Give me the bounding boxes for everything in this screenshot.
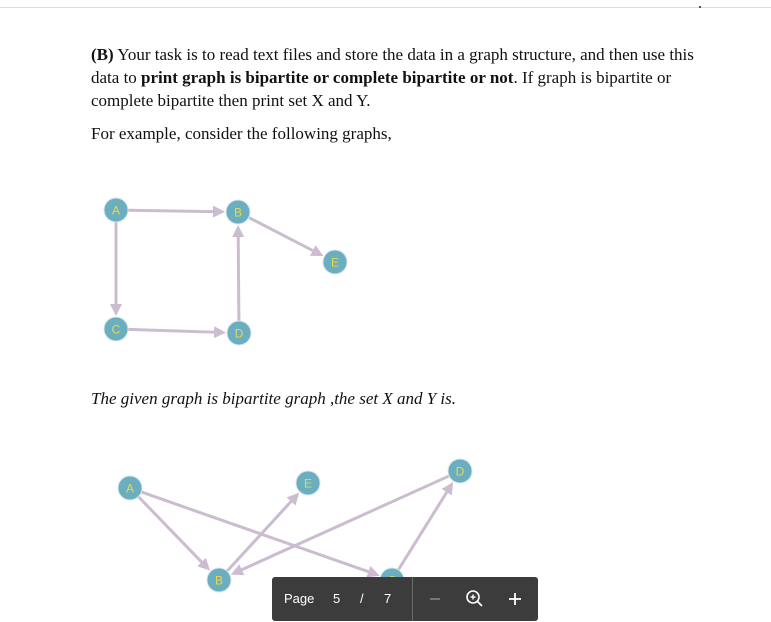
graph1-edge-B-E: [249, 217, 313, 250]
task-text-a: Your task is to read text files and store the data in a graph structure, and then use this data to: [91, 45, 694, 87]
graph1-node-label-C: C: [111, 322, 121, 337]
page-separator: /: [360, 591, 364, 606]
graph1-edge-A-B: [128, 210, 213, 211]
graph1-arrowhead-D-B: [232, 225, 244, 237]
graph1-node-C: [104, 317, 128, 341]
graph1-edge-C-D: [128, 329, 214, 332]
graph1-arrowhead-C-D: [214, 326, 226, 338]
graph1-node-D: [227, 321, 251, 345]
graph1-node-B: [226, 200, 250, 224]
zoom-out-button[interactable]: [422, 586, 448, 612]
current-page-number[interactable]: 5: [333, 591, 341, 606]
task-label: (B): [91, 45, 114, 64]
zoom-in-icon: [462, 586, 488, 612]
zoom-fit-button[interactable]: [462, 586, 488, 612]
page-toolbar: [272, 577, 538, 621]
graph2-node-label-E: E: [303, 476, 313, 491]
graph1-node-A: [104, 198, 128, 222]
graph2-node-label-D: D: [455, 464, 465, 479]
plus-icon: [502, 586, 528, 612]
graph2-edge-A-B: [138, 497, 201, 562]
graph1-arrowhead-A-C: [110, 304, 122, 316]
minus-icon: [422, 586, 448, 612]
graph2-edge-A-C: [141, 492, 368, 572]
graph-caption: The given graph is bipartite graph ,the set X and Y is.: [91, 389, 457, 408]
toolbar-divider: [412, 577, 413, 621]
graph2-edge-C-D: [398, 492, 446, 570]
zoom-in-button[interactable]: [502, 586, 528, 612]
graph1-node-label-A: A: [111, 203, 121, 218]
graph1-node-label-B: B: [233, 205, 243, 220]
graph1-arrowhead-A-B: [213, 206, 225, 218]
graph1-node-label-D: D: [234, 326, 244, 341]
graph2-node-E: [296, 471, 320, 495]
example-intro: For example, consider the following graphs,: [91, 124, 392, 143]
graph2-node-A: [118, 476, 142, 500]
graph2-node-label-A: A: [125, 481, 135, 496]
page-label: Page: [284, 591, 315, 606]
task-text-bold: print graph is bipartite or complete bipartite or not: [141, 68, 514, 87]
graph1-node-E: [323, 250, 347, 274]
graph1-edges: [110, 203, 323, 339]
graph2-node-B: [207, 568, 231, 592]
graph1-edge-D-B: [238, 237, 239, 321]
graph1-node-label-E: E: [330, 255, 340, 270]
total-pages: 7: [384, 591, 392, 606]
graph2-node-label-B: B: [214, 573, 224, 588]
graph2-node-D: [448, 459, 472, 483]
task-text-b: . If graph is bipartite or complete bipartite then print set X and Y.: [91, 68, 672, 110]
graph2-arrowhead-A-C: [366, 566, 379, 577]
graph2-edges: [138, 476, 453, 577]
